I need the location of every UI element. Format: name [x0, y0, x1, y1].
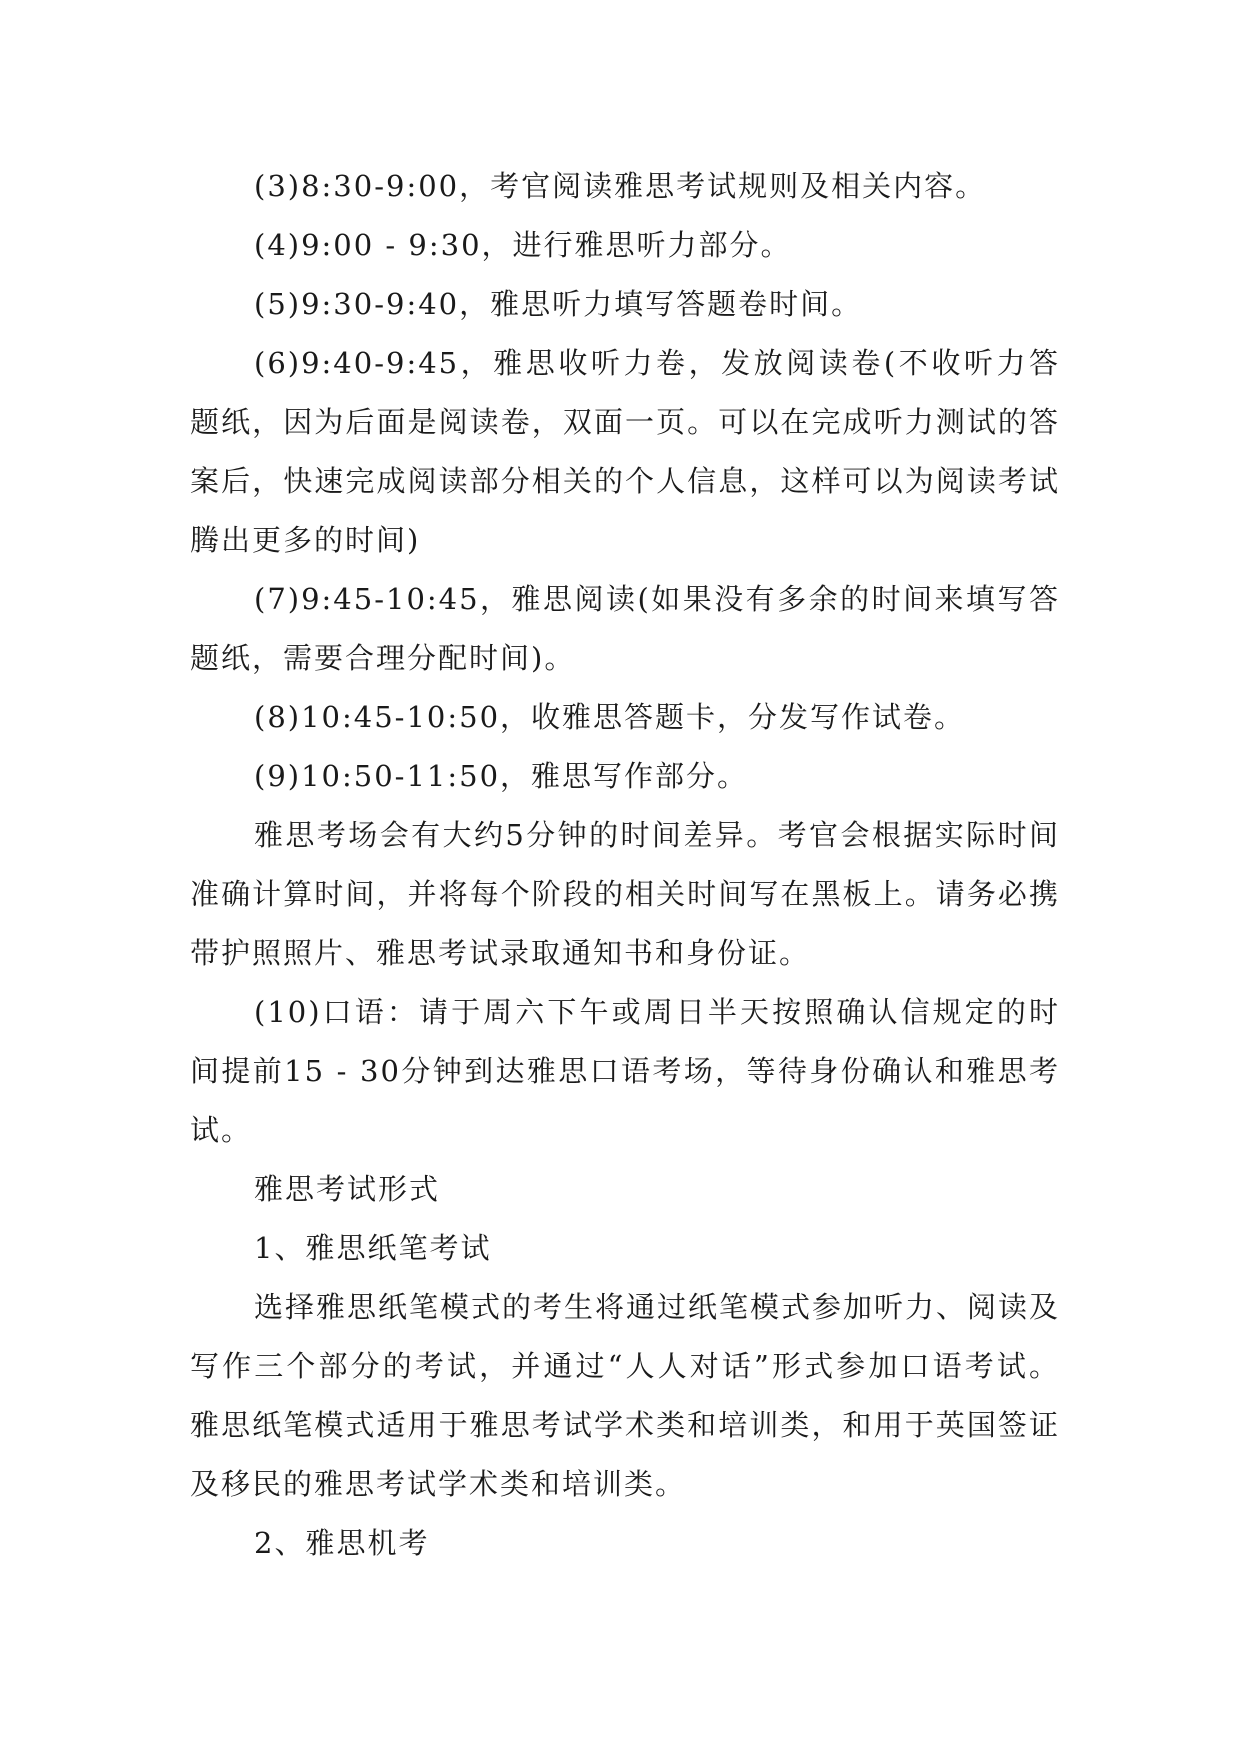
schedule-item-8: (8)10:45-10:50，收雅思答题卡，分发写作试卷。 — [254, 700, 966, 734]
paper-based-description: 选择雅思纸笔模式的考生将通过纸笔模式参加听力、阅读及写作三个部分的考试，并通过“人人对话”形式参加口语考试。雅思纸笔模式适用于雅思考试学术类和培训类，和用于英国签证及移民的雅思考试学术类和培训类。 — [190, 1290, 1061, 1501]
schedule-item-3: (3)8:30-9:00，考官阅读雅思考试规则及相关内容。 — [254, 169, 987, 203]
time-difference-note: 雅思考场会有大约5分钟的时间差异。考官会根据实际时间准确计算时间，并将每个阶段的相关时间写在黑板上。请务必携带护照照片、雅思考试录取通知书和身份证。 — [190, 818, 1060, 970]
subheading-paper-based: 1、雅思纸笔考试 — [254, 1231, 492, 1265]
document-body — [190, 157, 1060, 1573]
schedule-item-4: (4)9:00 - 9:30，进行雅思听力部分。 — [254, 228, 792, 262]
section-heading-exam-format: 雅思考试形式 — [254, 1172, 441, 1206]
subheading-computer-based: 2、雅思机考 — [254, 1526, 430, 1560]
schedule-item-9: (9)10:50-11:50，雅思写作部分。 — [254, 759, 749, 793]
schedule-item-6: (6)9:40-9:45，雅思收听力卷，发放阅读卷(不收听力答题纸，因为后面是阅读卷，双面一页。可以在完成听力测试的答案后，快速完成阅读部分相关的个人信息，这样可以为阅读考试腾出更多的时间) — [190, 346, 1060, 557]
schedule-item-7: (7)9:45-10:45，雅思阅读(如果没有多余的时间来填写答题纸，需要合理分配时间)。 — [190, 582, 1060, 675]
schedule-item-5: (5)9:30-9:40，雅思听力填写答题卷时间。 — [254, 287, 863, 321]
schedule-item-10: (10)口语：请于周六下午或周日半天按照确认信规定的时间提前15 - 30分钟到达雅思口语考场，等待身份确认和雅思考试。 — [190, 995, 1060, 1147]
